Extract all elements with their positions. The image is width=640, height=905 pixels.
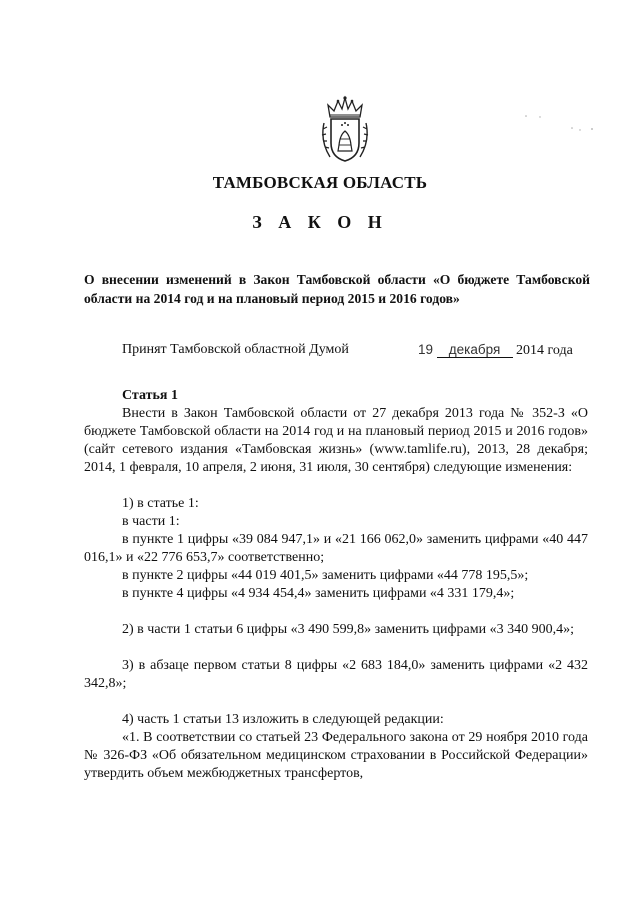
item-1-point-1: в пункте 1 цифры «39 084 947,1» и «21 166 062,0» заменить цифрами «40 447 016,1» и «22 776 653,7» соответственно; [84, 532, 588, 565]
scan-specks [520, 108, 600, 138]
adoption-day: 19 [418, 342, 434, 357]
adoption-month: декабря [437, 343, 513, 358]
item-1-point-4: в пункте 4 цифры «4 934 454,4» заменить цифрами «4 331 179,4»; [122, 586, 515, 601]
tambov-coat-of-arms-icon [318, 95, 372, 167]
item-4-text: «1. В соответствии со статьей 23 Федерального закона от 29 ноября 2010 года № 326-ФЗ «Об обязательном медицинском страховании в Российской Федерации» утвердить объем межбюджетных трансфертов, [84, 730, 588, 781]
document-type: З А К О Н [252, 212, 388, 232]
item-1-part: в части 1: [122, 514, 180, 529]
adoption-text: Принят Тамбовской областной Думой [122, 342, 349, 357]
item-4-heading: 4) часть 1 статьи 13 изложить в следующей редакции: [122, 712, 444, 727]
article-body [84, 405, 588, 783]
item-1-heading: 1) в статье 1: [122, 496, 199, 511]
adoption-date [418, 342, 573, 359]
item-1-point-2: в пункте 2 цифры «44 019 401,5» заменить цифрами «44 778 195,5»; [122, 568, 529, 583]
item-2: 2) в части 1 статьи 6 цифры «3 490 599,8» заменить цифрами «3 340 900,4»; [122, 622, 574, 637]
item-3: 3) в абзаце первом статьи 8 цифры «2 683 184,0» заменить цифрами «2 432 342,8»; [84, 658, 588, 691]
article-intro: Внести в Закон Тамбовской области от 27 декабря 2013 года № 352-З «О бюджете Тамбовской области на 2014 год и на плановый период 2015 и 2016 годов» (сайт сетевого издания «Тамбовская жизнь» (www.tamlife.ru), 2013, 28 декабря; 2014, 1 февраля, 10 апреля, 2 июня, 31 июля, 30 сентября) следующие изменения: [84, 406, 588, 475]
region-name: ТАМБОВСКАЯ ОБЛАСТЬ [212, 173, 428, 192]
law-title: О внесении изменений в Закон Тамбовской области «О бюджете Тамбовской области на 2014 год и на плановый период 2015 и 2016 годов» [84, 272, 590, 306]
adoption-year: 2014 года [516, 343, 573, 358]
article-heading: Статья 1 [122, 388, 178, 403]
